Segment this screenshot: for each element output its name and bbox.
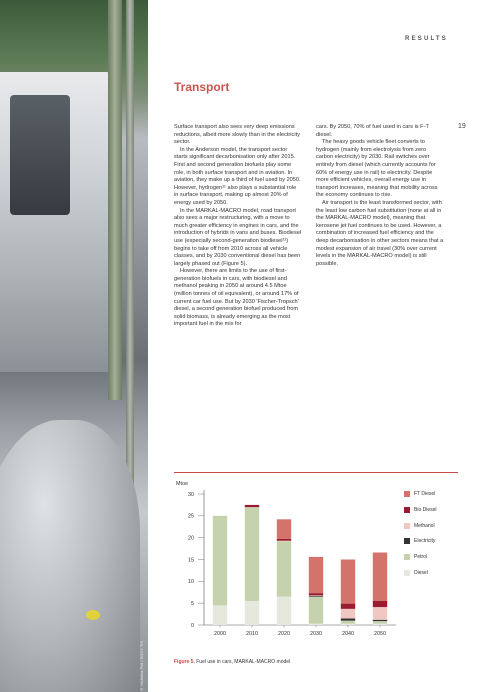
legend-label: Bio Diesel <box>414 506 437 513</box>
legend-swatch <box>404 554 410 560</box>
photo-tax-disc <box>86 610 100 620</box>
legend-label: Diesel <box>414 569 428 576</box>
section-heading: Transport <box>174 80 230 94</box>
bar-segment <box>341 604 355 609</box>
bar-segment <box>309 624 323 625</box>
bar-segment <box>373 624 387 625</box>
x-tick-label: 2000 <box>214 631 226 637</box>
y-tick-label: 10 <box>188 579 194 586</box>
x-tick-label: 2040 <box>342 631 354 637</box>
paragraph: Surface transport also sees very deep emissions reductions, albeit more slowly than in the electricity sector. <box>174 124 300 146</box>
bar-segment <box>309 597 323 624</box>
legend-swatch <box>404 523 410 529</box>
x-tick-label: 2020 <box>278 631 290 637</box>
legend-swatch <box>404 491 410 497</box>
photo-credit: © Nicholas Pell / SONY TIS <box>139 640 144 692</box>
photo-car <box>0 420 140 692</box>
legend-item <box>404 554 474 560</box>
bar-segment <box>245 601 259 625</box>
y-axis-label: Mtoe <box>176 481 188 487</box>
chart-caption <box>174 659 290 665</box>
transport-photo <box>0 0 148 692</box>
y-tick-label: 0 <box>191 622 194 629</box>
y-tick-label: 15 <box>188 557 194 564</box>
y-tick-label: 20 <box>188 535 194 542</box>
legend-item <box>404 523 474 529</box>
bar-segment <box>341 624 355 625</box>
bar-segment <box>341 621 355 624</box>
legend-label: Methanol <box>414 522 435 529</box>
bar-segment <box>309 593 323 595</box>
bar-segment <box>277 597 291 625</box>
bar-segment <box>309 557 323 593</box>
photo-pole <box>108 0 122 400</box>
chart-legend <box>404 491 474 586</box>
legend-label: FT Diesel <box>414 491 436 497</box>
bar-segment <box>373 607 387 620</box>
bar-segment <box>213 516 227 606</box>
legend-item <box>404 538 474 544</box>
bar-segment <box>341 609 355 619</box>
legend-item <box>404 570 474 576</box>
bar-segment <box>373 620 387 621</box>
legend-swatch <box>404 538 410 544</box>
legend-swatch <box>404 507 410 513</box>
legend-item <box>404 507 474 513</box>
legend-label: Petrol <box>414 554 428 561</box>
bar-segment <box>277 519 291 539</box>
page-number: 19 <box>458 123 466 130</box>
bar-segment <box>277 541 291 596</box>
legend-label: Electricity <box>414 538 436 545</box>
paragraph: In the Anderson model, the transport sector starts significant decarbonisation only after 2015. First and second generation biofuels play some role, in both surface transport and in aviation. In aviation, they make up a third of fuel used by 2050. However, hydrogen¹¹ also plays a substantial role in surface transport, making up almost 20% of energy used by 2050. <box>174 146 301 206</box>
x-tick-label: 2050 <box>374 631 386 637</box>
caption-text: Fuel use in cars, MARKAL-MACRO model <box>196 659 291 665</box>
text-column-2 <box>316 124 444 268</box>
bar-segment <box>245 505 259 507</box>
paragraph: Air transport is the least transformed sector, with the least low carbon fuel substitution (none at all in the MARKAL-MACRO model), meaning that kerosene jet fuel continues to be used. However, a combination of increased fuel efficiency and the deep decarbonisation in other sectors means that a modest expansion of air travel (30% over current levels in the MARKAL-MACRO model) is still possible. <box>316 199 444 267</box>
bar-segment <box>373 553 387 601</box>
x-tick-label: 2030 <box>310 631 322 637</box>
paragraph: However, there are limits to the use of first-generation biofuels in cars, with biodiesel and methanol peaking in 2050 at around 4.5 Mtoe (million tonnes of oil equivalent), or around 17% of current car fuel use. But by 2030 'Fischer-Tropsch' diesel, a second generation biofuel produced from solid biomass, is already emerging as the most important fuel in the mix for <box>174 268 299 328</box>
bar-segment <box>373 621 387 624</box>
bar-segment <box>213 605 227 625</box>
bar-segment <box>245 507 259 601</box>
bar-segment <box>309 596 323 597</box>
section-label: RESULTS <box>405 36 448 42</box>
photo-bus-window <box>10 95 70 215</box>
y-tick-label: 25 <box>188 513 194 520</box>
bar-segment <box>341 618 355 620</box>
legend-item <box>404 491 474 497</box>
paragraph: In the MARKAL-MACRO model, road transport also sees a major restructuring, with a move to much greater efficiency in engines in cars, and the introduction of hybrids in vans and buses. Biodiesel use (especially second-generation biodiesel¹²) begins to take off from 2010 across all vehicle classes, and by 2030 conventional diesel has been largely phased out (Figure 5). <box>174 207 302 267</box>
x-tick-label: 2010 <box>246 631 258 637</box>
legend-swatch <box>404 570 410 576</box>
y-tick-label: 30 <box>188 491 194 498</box>
paragraph: cars. By 2050, 70% of fuel used in cars is F-T diesel. <box>316 124 429 138</box>
text-column-1 <box>174 124 302 329</box>
caption-label: Figure 5. <box>174 659 195 665</box>
paragraph: The heavy goods vehicle fleet converts to hydrogen (mainly from electrolysis from zero carbon electricity) by 2030. Rail switches over entirely from diesel (which currently accounts for 60% of energy use in rail) to electricity. Despite more efficient vehicles, overall energy use in transport increases, meaning that mobility across the economy continues to rise. <box>316 139 438 199</box>
bar-segment <box>277 539 291 541</box>
y-tick-label: 5 <box>191 600 194 607</box>
bar-segment <box>373 601 387 607</box>
bar-segment <box>341 560 355 604</box>
